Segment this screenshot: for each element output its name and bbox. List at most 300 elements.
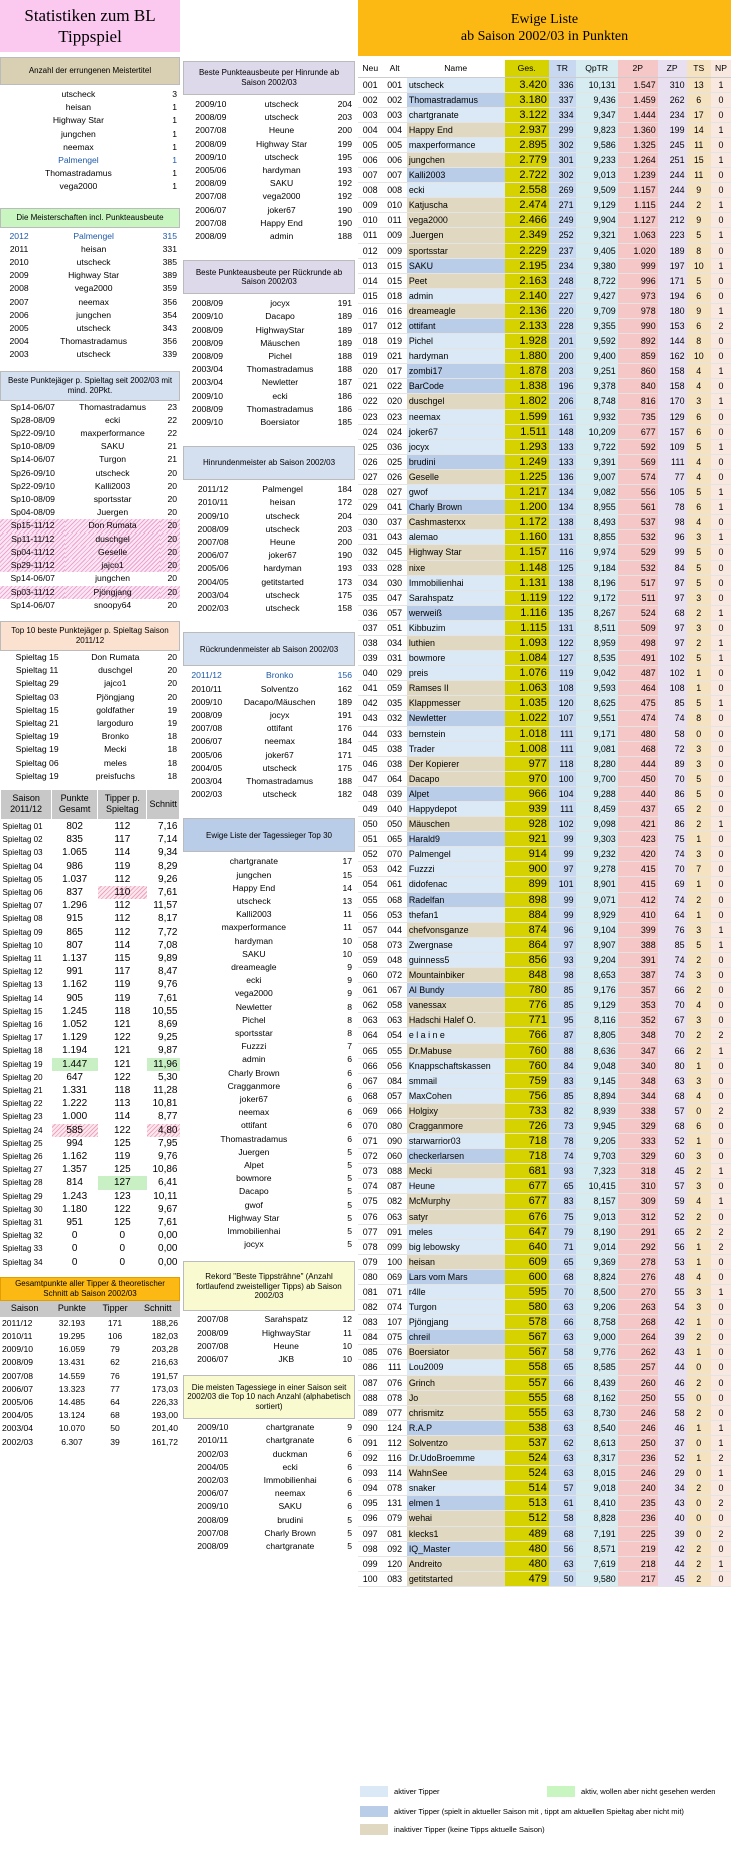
ewige-cell: 0 — [711, 1300, 731, 1315]
ewige-cell: 022 — [382, 379, 406, 394]
tagessieger-name: utscheck — [236, 895, 271, 906]
saison-row — [1, 952, 180, 965]
meistetages-name: brudini — [277, 1514, 304, 1525]
ewige-row — [358, 394, 731, 409]
ewige-cell: 257 — [618, 1360, 658, 1375]
ewige-cell: 1 — [711, 152, 731, 167]
ewige-row — [358, 515, 731, 530]
top10-spieltag: Spieltag 29 — [15, 678, 59, 689]
ewige-cell: 75 — [549, 1209, 576, 1224]
ewige-cell: 053 — [358, 862, 382, 877]
ewige-cell: 074 — [358, 1179, 382, 1194]
ewige-cell: 9,014 — [576, 1239, 618, 1254]
ewige-cell: 9,391 — [576, 454, 618, 469]
ewige-cell: 39 — [658, 1330, 687, 1345]
top10-points: 18 — [167, 744, 177, 755]
ewige-cell: 99 — [658, 545, 687, 560]
saison-cell: 1.052 — [62, 1018, 88, 1030]
gesamt-row — [0, 1330, 180, 1343]
ewige-cell: 9,776 — [576, 1345, 618, 1360]
meistetages-row — [183, 1540, 355, 1553]
saison-table — [0, 789, 180, 1269]
rueckrundenmeister-points: 175 — [337, 762, 352, 773]
ewige-cell: 102 — [658, 666, 687, 681]
ewige-cell: 024 — [382, 424, 406, 439]
top10-points: 20 — [167, 691, 177, 702]
ewige-cell: 9,436 — [576, 92, 618, 107]
saison-cell: 0 — [71, 1230, 78, 1242]
ewige-cell: 338 — [618, 1103, 658, 1118]
ewige-header: Name — [407, 60, 505, 77]
ewige-cell: 0 — [711, 952, 731, 967]
ewige-cell: 081 — [358, 1285, 382, 1300]
rueckrunde-points: 189 — [337, 337, 352, 348]
ewige-cell: 002 — [358, 92, 382, 107]
ewige-cell: 197 — [658, 258, 687, 273]
ewige-cell: 047 — [382, 590, 406, 605]
ewige-cell: 010 — [382, 198, 406, 213]
rueckrundenmeister-season: 2011/12 — [191, 670, 222, 681]
meistetages-season: 2009/10 — [197, 1422, 229, 1433]
meister-row — [0, 154, 180, 167]
ewige-cell: 0 — [711, 1058, 731, 1073]
ewige-cell: 004 — [358, 122, 382, 137]
ewige-cell: 063 — [382, 1209, 406, 1224]
ewige-cell: 1 — [711, 364, 731, 379]
tagessieger-row — [183, 1146, 355, 1159]
rueckrundenmeister-name: utscheck — [262, 762, 297, 773]
ewige-cell: 2.133 — [505, 319, 549, 334]
ewige-cell: Ramses II — [407, 681, 505, 696]
ewige-cell: 1.022 — [505, 711, 549, 726]
meisterpunkte-year: 2007 — [9, 296, 29, 307]
ewige-cell: 099 — [358, 1556, 382, 1571]
ewige-cell: 006 — [382, 152, 406, 167]
ewige-cell: 0 — [711, 1390, 731, 1405]
ewige-cell: 310 — [618, 1179, 658, 1194]
saison-cell: Spieltag 24 — [2, 1125, 43, 1135]
ewige-cell: 1.200 — [505, 500, 549, 515]
ewige-cell: 170 — [658, 394, 687, 409]
ewige-cell: 8,535 — [576, 651, 618, 666]
rueckrunde-season: 2008/09 — [191, 403, 223, 414]
ewige-cell: 112 — [382, 1435, 406, 1450]
gesamt-cell: 226,33 — [151, 1397, 178, 1408]
saison-cell: 1.180 — [62, 1203, 88, 1215]
ewige-cell: 93 — [549, 1164, 576, 1179]
rueckrundenmeister-points: 188 — [337, 775, 352, 786]
ewige-cell: 218 — [618, 1556, 658, 1571]
saison-cell: 0,00 — [158, 1243, 178, 1255]
ewige-cell: 63 — [549, 1405, 576, 1420]
gesamt-cell: 13.323 — [58, 1383, 86, 1394]
ewige-cell: 74 — [549, 1149, 576, 1164]
ewige-cell: Kibbuzim — [407, 620, 505, 635]
ewige-cell: 97 — [658, 620, 687, 635]
ewige-cell: 9,251 — [576, 364, 618, 379]
top10-spieltag: Spieltag 15 — [15, 651, 59, 662]
ewige-cell: 8,613 — [576, 1435, 618, 1450]
ewige-cell: 153 — [658, 319, 687, 334]
ewige-cell: 609 — [505, 1254, 549, 1269]
ewige-cell: 0 — [711, 590, 731, 605]
gesamt-cell: 79 — [110, 1344, 120, 1355]
gesamt-row — [0, 1396, 180, 1409]
ewige-cell: 14 — [687, 122, 711, 137]
saison-row — [1, 1018, 180, 1031]
rueckrunde-points: 185 — [337, 417, 352, 428]
meistetages-season: 2007/08 — [197, 1527, 229, 1538]
ewige-row — [358, 545, 731, 560]
ewige-cell: 0 — [711, 998, 731, 1013]
meistetages-season: 2002/03 — [197, 1475, 229, 1486]
ewige-cell: 3.420 — [505, 77, 549, 92]
saison-cell: 1.222 — [62, 1098, 88, 1110]
ewige-cell: 99 — [549, 832, 576, 847]
meisterpunkte-year: 2005 — [9, 323, 29, 334]
ewige-cell: 1 — [711, 485, 731, 500]
ewige-cell: 066 — [358, 1058, 382, 1073]
ewige-cell: 776 — [505, 998, 549, 1013]
rekord-season: 2007/08 — [197, 1314, 229, 1325]
ewige-cell: 9,071 — [576, 892, 618, 907]
ewige-row — [358, 1571, 731, 1586]
ewige-cell: duschgel — [407, 394, 505, 409]
hinrunde-season: 2008/09 — [195, 112, 227, 123]
ewige-cell: jungchen — [407, 152, 505, 167]
hinrundenmeister-name: joker67 — [268, 550, 297, 561]
ewige-cell: 066 — [382, 1103, 406, 1118]
ewige-cell: 15 — [687, 152, 711, 167]
hinrundenmeister-season: 2007/08 — [197, 537, 229, 548]
ewige-cell: 73 — [549, 1118, 576, 1133]
ewige-cell: 423 — [618, 832, 658, 847]
ewige-cell: 468 — [618, 741, 658, 756]
ewige-cell: meles — [407, 1224, 505, 1239]
ewige-cell: 043 — [382, 530, 406, 545]
ewige-cell: 068 — [382, 892, 406, 907]
hinrundenmeister-season: 2008/09 — [197, 523, 229, 534]
ewige-cell: 0 — [711, 1315, 731, 1330]
ewige-cell: r4lle — [407, 1285, 505, 1300]
ewige-cell: 015 — [382, 273, 406, 288]
ewige-cell: 0 — [711, 575, 731, 590]
gesamt-cell: 2007/08 — [2, 1370, 34, 1381]
ewige-cell: 3 — [687, 847, 711, 862]
ewige-cell: 196 — [549, 379, 576, 394]
ewige-cell: 58 — [658, 726, 687, 741]
saison-cell: 9,26 — [158, 873, 178, 885]
ewige-cell: 68 — [549, 1526, 576, 1541]
hinrunde-name: utscheck — [264, 151, 299, 162]
punktejaeger-row — [0, 480, 180, 493]
ewige-row — [358, 288, 731, 303]
ewige-cell: 042 — [358, 696, 382, 711]
ewige-cell: 044 — [358, 726, 382, 741]
ewige-row — [358, 1541, 731, 1556]
ewige-cell: 122 — [549, 635, 576, 650]
ewige-cell: 037 — [382, 515, 406, 530]
ewige-cell: 9,018 — [576, 1481, 618, 1496]
ewige-row — [358, 1149, 731, 1164]
saison-cell: 122 — [113, 1124, 131, 1136]
meisterpunkte-year: 2003 — [9, 349, 29, 360]
ewige-cell: 3 — [687, 1300, 711, 1315]
ewige-cell: 131 — [549, 530, 576, 545]
ewige-cell: chefvonsganze — [407, 922, 505, 937]
ewige-cell: 63 — [549, 1451, 576, 1466]
ewige-row — [358, 786, 731, 801]
meistetages-count: 5 — [347, 1541, 352, 1552]
ewige-cell: 032 — [382, 711, 406, 726]
ewige-cell: 057 — [358, 922, 382, 937]
ewige-cell: 5 — [687, 228, 711, 243]
saison-cell: 1.357 — [62, 1164, 88, 1176]
ewige-cell: 96 — [658, 530, 687, 545]
gesamt-cell: 64 — [110, 1397, 120, 1408]
punktejaeger-row — [0, 559, 180, 572]
ewige-cell: 029 — [358, 500, 382, 515]
meistetages-row — [183, 1500, 355, 1513]
ewige-cell: 98 — [549, 968, 576, 983]
ewige-cell: 11 — [687, 137, 711, 152]
saison-cell: 119 — [114, 992, 131, 1004]
saison-cell: 8,47 — [158, 966, 178, 978]
ewige-cell: 082 — [382, 1194, 406, 1209]
ewige-row — [358, 1028, 731, 1043]
ewige-cell: 8,636 — [576, 1043, 618, 1058]
ewige-cell: 1 — [711, 922, 731, 937]
left-column — [0, 0, 180, 1449]
ewige-cell: 244 — [658, 183, 687, 198]
gesamt-cell: 2002/03 — [2, 1436, 34, 1447]
rueckrunde-row — [183, 416, 355, 429]
tagessieger-name: Newletter — [235, 1001, 272, 1012]
ewige-cell: 681 — [505, 1164, 549, 1179]
rueckrundenmeister-name: Bronko — [266, 670, 294, 681]
ewige-cell: 1 — [711, 439, 731, 454]
saison-cell: 11,96 — [147, 1058, 180, 1071]
saison-row — [1, 1097, 180, 1110]
ewige-cell: 040 — [382, 802, 406, 817]
ewige-cell: 2 — [687, 1043, 711, 1058]
rekord-season: 2008/09 — [197, 1327, 229, 1338]
ewige-cell: 026 — [382, 469, 406, 484]
ewige-cell: 069 — [382, 1269, 406, 1284]
ewige-cell: Radelfan — [407, 892, 505, 907]
ewige-cell: 039 — [358, 651, 382, 666]
ewige-cell: 640 — [505, 1239, 549, 1254]
ewige-cell: chreil — [407, 1330, 505, 1345]
ewige-cell: 070 — [358, 1118, 382, 1133]
ewige-cell: 4 — [687, 454, 711, 469]
ewige-row — [358, 575, 731, 590]
rueckrundenmeister-points: 189 — [337, 696, 352, 707]
ewige-cell: 039 — [382, 786, 406, 801]
punktejaeger-row — [0, 467, 180, 480]
saison-cell: 7,72 — [158, 926, 178, 938]
saison-row — [1, 873, 180, 886]
hinrundenmeister-points: 203 — [337, 523, 352, 534]
top10-title: Top 10 beste Punktejäger p. Spieltag Saison 2011/12 — [0, 621, 180, 651]
rueckrunde-season: 2008/09 — [191, 337, 223, 348]
ewige-cell: 999 — [618, 258, 658, 273]
hinrunde-points: 195 — [337, 151, 352, 162]
ewige-cell: 9,400 — [576, 349, 618, 364]
ewige-cell: 1 — [711, 500, 731, 515]
gesamt-cell: 2010/11 — [2, 1331, 33, 1342]
ewige-cell: 035 — [358, 590, 382, 605]
tagessieger-row — [183, 1212, 355, 1225]
ewige-cell: 6 — [687, 1118, 711, 1133]
ewige-cell: 1.157 — [505, 545, 549, 560]
gesamt-cell: 2006/07 — [2, 1383, 34, 1394]
hinrunde-table — [183, 98, 355, 243]
ewige-cell: 29 — [658, 1466, 687, 1481]
ewige-cell: 071 — [382, 1285, 406, 1300]
meistetages-row — [183, 1527, 355, 1540]
ewige-cell: Lars vom Mars — [407, 1269, 505, 1284]
saison-row — [1, 926, 180, 939]
ewige-cell: Immobilienhai — [407, 575, 505, 590]
ewige-cell: 092 — [382, 1541, 406, 1556]
rueckrundenmeister-points: 176 — [337, 723, 352, 734]
hinrunde-points: 192 — [337, 191, 352, 202]
ewige-cell: 073 — [358, 1164, 382, 1179]
hinrunde-name: admin — [269, 231, 294, 242]
hinrundenmeister-points: 158 — [337, 603, 352, 614]
punktejaeger-name: Thomastradamus — [79, 401, 147, 412]
ewige-cell: 2.937 — [505, 122, 549, 137]
ewige-cell: 077 — [358, 1224, 382, 1239]
meister-count: 1 — [172, 181, 177, 192]
ewige-cell: 2 — [687, 1556, 711, 1571]
rueckrundenmeister-season: 2009/10 — [191, 696, 223, 707]
saison-header: Schnitt — [147, 789, 180, 819]
top10-name: duschgel — [98, 665, 133, 676]
saison-header: Saison 2011/12 — [1, 789, 52, 819]
ewige-cell: gwof — [407, 485, 505, 500]
ewige-cell: 85 — [549, 998, 576, 1013]
ewige-cell: 100 — [549, 771, 576, 786]
tagessieger-row — [183, 869, 355, 882]
ewige-cell: 0 — [711, 379, 731, 394]
rueckrunde-row — [183, 324, 355, 337]
hinrundenmeister-row — [183, 523, 355, 536]
ewige-cell: 244 — [658, 198, 687, 213]
ewige-cell: 0 — [711, 288, 731, 303]
rueckrundenmeister-points: 184 — [337, 736, 352, 747]
ewige-cell: Fuzzzi — [407, 862, 505, 877]
ewige-cell: 5 — [687, 439, 711, 454]
ewige-cell: 3 — [687, 756, 711, 771]
ewige-cell: sportsstar — [407, 243, 505, 258]
ewige-cell: 045 — [382, 545, 406, 560]
meistetages-row — [183, 1421, 355, 1434]
rueckrunde-season: 2009/10 — [191, 390, 223, 401]
rueckrunde-row — [183, 363, 355, 376]
ewige-cell: 529 — [618, 545, 658, 560]
ewige-cell: 9,129 — [576, 998, 618, 1013]
saison-cell: 1.194 — [62, 1045, 88, 1057]
meisterpunkte-year: 2011 — [9, 243, 29, 254]
hinrunde-name: hardyman — [262, 165, 301, 176]
ewige-cell: 480 — [505, 1556, 549, 1571]
rekord-season: 2007/08 — [197, 1340, 229, 1351]
tagessieger-count: 5 — [347, 1226, 352, 1237]
saison-cell: 112 — [114, 900, 131, 912]
ewige-cell: 025 — [358, 439, 382, 454]
gesamt-cell: 10.070 — [58, 1423, 86, 1434]
punktejaeger-points: 20 — [160, 546, 180, 559]
saison-cell: Spieltag 34 — [2, 1257, 43, 1267]
ewige-cell: 58 — [549, 1511, 576, 1526]
legend-active: aktiver Tipper — [394, 1786, 440, 1796]
ewige-cell: 970 — [505, 771, 549, 786]
ewige-cell: 726 — [505, 1118, 549, 1133]
saison-cell: Spieltag 19 — [2, 1059, 43, 1069]
saison-cell: Spieltag 10 — [2, 940, 43, 950]
ewige-cell: 0 — [687, 1435, 711, 1450]
ewige-cell: wehai — [407, 1511, 505, 1526]
ewige-cell: 318 — [618, 1164, 658, 1179]
saison-cell: 7,14 — [158, 834, 178, 846]
ewige-cell: 39 — [658, 1526, 687, 1541]
ewige-row — [358, 454, 731, 469]
punktejaeger-spieltag: Sp22-09/10 — [10, 480, 55, 491]
legend-active-spiel: aktiver Tipper (spielt in aktueller Saison mit , tippt am aktuellen Spieltag aber nicht mit) — [394, 1806, 684, 1816]
ewige-cell: 8,653 — [576, 968, 618, 983]
tagessieger-name: Kalli2003 — [236, 909, 272, 920]
ewige-cell: 52 — [658, 1134, 687, 1149]
ewige-row — [358, 379, 731, 394]
ewige-cell: 9,204 — [576, 952, 618, 967]
ewige-cell: 065 — [382, 832, 406, 847]
ewige-cell: 391 — [618, 952, 658, 967]
ewige-cell: 677 — [505, 1179, 549, 1194]
punktejaeger-spieltag: Sp03-11/12 — [0, 586, 65, 599]
tagessieger-row — [183, 987, 355, 1000]
saison-cell: 1.162 — [62, 1151, 88, 1163]
gesamt-row — [0, 1436, 180, 1449]
tagessieger-name: Happy End — [232, 882, 276, 893]
ewige-cell: 8,196 — [576, 575, 618, 590]
hinrunde-season: 2005/06 — [195, 165, 227, 176]
ewige-cell: 079 — [382, 1511, 406, 1526]
ewige-cell: 088 — [382, 1164, 406, 1179]
ewige-cell: 1 — [711, 258, 731, 273]
ewige-cell: 057 — [382, 1088, 406, 1103]
gesamt-cell: 14.485 — [58, 1397, 86, 1408]
ewige-cell: 235 — [618, 1496, 658, 1511]
punktejaeger-name: Juergen — [97, 507, 129, 518]
ewige-title: Ewige Liste ab Saison 2002/03 in Punkten — [358, 0, 731, 56]
ewige-cell: 5 — [687, 651, 711, 666]
tagessieger-count: 5 — [347, 1239, 352, 1250]
ewige-cell: 072 — [382, 968, 406, 983]
punktejaeger-row — [0, 572, 180, 585]
tagessieger-row — [183, 935, 355, 948]
ewige-cell: 0 — [687, 1511, 711, 1526]
saison-cell: 1.243 — [62, 1190, 88, 1202]
gesamt-cell: 62 — [110, 1357, 120, 1368]
gesamt-row — [0, 1343, 180, 1356]
tagessieger-row — [183, 1053, 355, 1066]
tagessieger-row — [183, 895, 355, 908]
ewige-cell: 0 — [711, 92, 731, 107]
ewige-cell: 592 — [618, 439, 658, 454]
ewige-cell: 1 — [687, 1345, 711, 1360]
